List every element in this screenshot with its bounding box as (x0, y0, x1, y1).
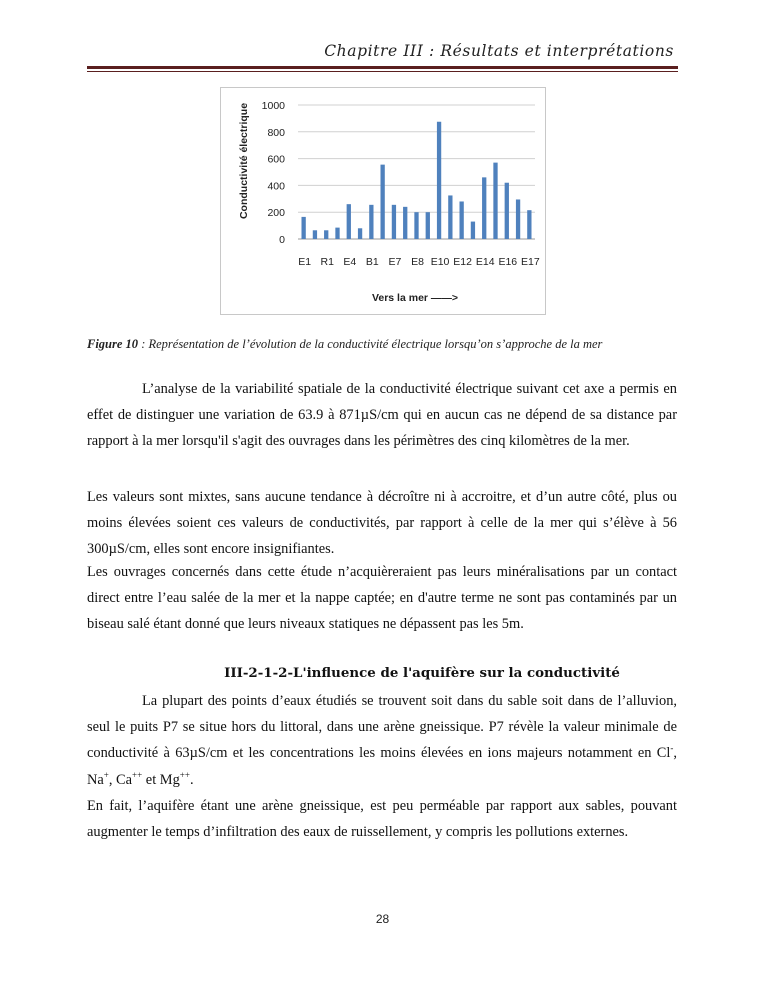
bar-E10 (437, 122, 441, 239)
chart-y-label: Conductivité électrique (238, 102, 250, 220)
ion-end: . (189, 771, 194, 788)
chart-x-label: Vers la mer ——> (371, 292, 459, 304)
ion-sep-2: , Ca (108, 771, 133, 788)
y-tick-label: 800 (267, 126, 285, 139)
bar-E7 (392, 205, 396, 239)
bar-E8 (414, 212, 418, 239)
header-rule-thin (87, 71, 678, 72)
ion-cl-charge: - (670, 743, 674, 754)
y-tick-label: 200 (267, 207, 285, 220)
bar-R1 (324, 230, 328, 239)
x-tick-label: E4 (343, 256, 357, 268)
y-tick-label: 400 (267, 180, 285, 193)
chart-x-ticks (298, 256, 540, 268)
figure-caption (87, 337, 602, 352)
bar-E14 (482, 177, 486, 239)
bar-R1a (313, 230, 317, 239)
x-tick-label: R1 (320, 256, 334, 268)
bar-E16a (493, 163, 497, 239)
figure-caption-text: : Représentation de l’évolution de la conductivité électrique lorsqu’on s’approche de la mer (138, 337, 603, 351)
chart-svg (221, 88, 545, 314)
x-tick-label: B1 (365, 256, 379, 268)
bar-E14a (471, 222, 475, 239)
bar-E4 (347, 204, 351, 239)
x-tick-label: E1 (298, 256, 312, 268)
bar-E12a (448, 195, 452, 239)
conductivity-chart (220, 87, 546, 315)
section-title: III-2-1-2-L'influence de l'aquifère sur la conductivité (224, 665, 620, 681)
chapter-header: Chapitre III : Résultats et interprétations (324, 42, 674, 60)
paragraph-2: Les valeurs sont mixtes, sans aucune tendance à décroître ni à accroitre, et d’un autre côté, plus ou moins élevées soient ces valeurs de conductivités, par rapport à celle de la mer qui s’élève à 56 300µS/cm, elles sont encore insignifiantes. (87, 489, 677, 558)
y-tick-label: 600 (267, 153, 285, 166)
bar-E12 (459, 201, 463, 239)
figure-caption-label: Figure 10 (87, 337, 139, 351)
ion-sep-3: et Mg (142, 771, 180, 788)
bar-E8a (403, 207, 407, 239)
ion-ca-charge: ++ (132, 769, 143, 780)
x-tick-label: E12 (453, 256, 472, 268)
ion-mg-charge: ++ (179, 769, 190, 780)
paragraph-4 (87, 688, 677, 793)
x-tick-label: E10 (430, 256, 450, 268)
paragraph-1: L’analyse de la variabilité spatiale de la conductivité électrique suivant cet axe a permis en effet de distinguer une variation de 63.9 à 871µS/cm qui en aucun cas ne dépend de sa distance par rapport à la mer lorsqu'il s'agit des ouvrages dans les périmètres des cinq kilomètres de la mer. (87, 381, 677, 450)
chart-bars (301, 122, 531, 239)
x-tick-label: E14 (475, 256, 495, 268)
paragraph-3: Les ouvrages concernés dans cette étude n’acquièreraient pas leurs minéralisations par un contact direct entre l’eau salée de la mer et la nappe captée; en d'autre terme ne sont pas contaminés par un biseau salé étant donné que leurs niveaux statiques ne dépassent pas les 5m. (87, 564, 677, 633)
y-tick-label: 1000 (261, 100, 285, 112)
header-rule-thick (87, 66, 678, 69)
paragraph-5: En fait, l’aquifère étant une arène gneissique, est peu perméable par rapport aux sables, pouvant augmenter le temps d’infiltration des eaux de ruissellement, y compris les pollutions externes. (87, 798, 677, 841)
paragraph-4-text: La plupart des points d’eaux étudiés se trouvent soit dans du sable soit dans de l’alluvion, seul le puits P7 se situe hors du littoral, dans une arène gneissique. P7 révèle la valeur minimale de conductivité à 63µS/cm et les concentrations les moins élevées en ions majeurs notamment en Cl (87, 693, 677, 762)
x-tick-label: E7 (388, 256, 402, 268)
ion-na-charge: + (103, 769, 109, 780)
x-tick-label: E8 (411, 256, 424, 268)
bar-E16 (505, 183, 509, 239)
bar-E4a (335, 228, 339, 239)
bar-E7a (380, 165, 384, 239)
page-number: 28 (375, 912, 390, 926)
bar-B1 (369, 205, 373, 239)
bar-E1 (301, 217, 305, 239)
ion-sep-1: , Na (87, 745, 677, 788)
bar-E10a (426, 212, 430, 239)
bar-E17a (516, 199, 520, 239)
bar-B1a (358, 228, 362, 239)
bar-E17 (527, 210, 531, 239)
chart-y-ticks (262, 100, 286, 246)
y-tick-label: 0 (279, 234, 285, 246)
x-tick-label: E16 (498, 256, 518, 268)
x-tick-label: E17 (521, 256, 540, 268)
